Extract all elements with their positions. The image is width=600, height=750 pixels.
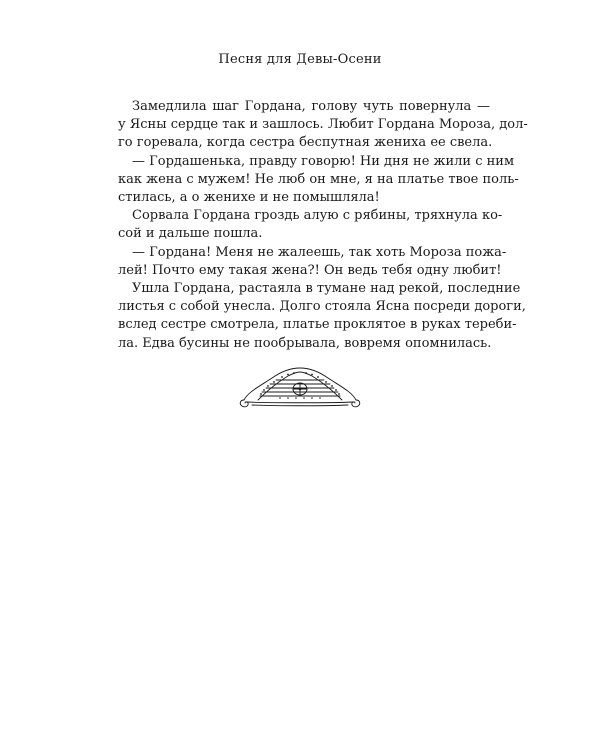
paragraph — [118, 207, 503, 243]
text-line: Замедлила шаг Гордана, голову чуть повернула — — [132, 99, 490, 114]
text-line: Ушла Гордана, растаяла в тумане над рекой, последние — [132, 281, 521, 297]
text-line: — Гордана! Меня не жалеешь, так хоть Мороза пожа- — [132, 244, 507, 260]
text-line: — Гордашенька, правду говорю! Ни дня не жили с ним — [132, 153, 515, 169]
text-block — [118, 98, 528, 353]
text-line: стилась, а о женихе и не помышляла! — [118, 190, 380, 206]
text-line: вслед сестре смотрела, платье проклятое в руках тереби- — [118, 317, 517, 333]
text-line: Сорвала Гордана гроздь алую с рябины, тряхнула ко- — [132, 208, 503, 224]
paragraph — [118, 244, 507, 280]
running-head: Песня для Девы-Осени — [218, 52, 382, 67]
text-line: го горевала, когда сестра беспутная жениха ее свела. — [118, 135, 493, 151]
text-line: лей! Почто ему такая жена?! Он ведь тебя одну любит! — [118, 262, 502, 278]
decorative-vignette-icon — [238, 362, 362, 412]
text-line: у Ясны сердце так и зашлось. Любит Гордана Мороза, дол- — [118, 117, 528, 133]
paragraph — [118, 153, 519, 208]
text-line: как жена с мужем! Не люб он мне, я на платье твое поль- — [118, 171, 519, 187]
text-line: сой и дальше пошла. — [118, 226, 263, 242]
paragraph — [118, 98, 528, 153]
text-line: ла. Едва бусины не пообрывала, вовремя опомнилась. — [118, 335, 492, 351]
paragraph — [118, 280, 526, 353]
text-line: листья с собой унесла. Долго стояла Ясна посреди дороги, — [118, 299, 526, 315]
